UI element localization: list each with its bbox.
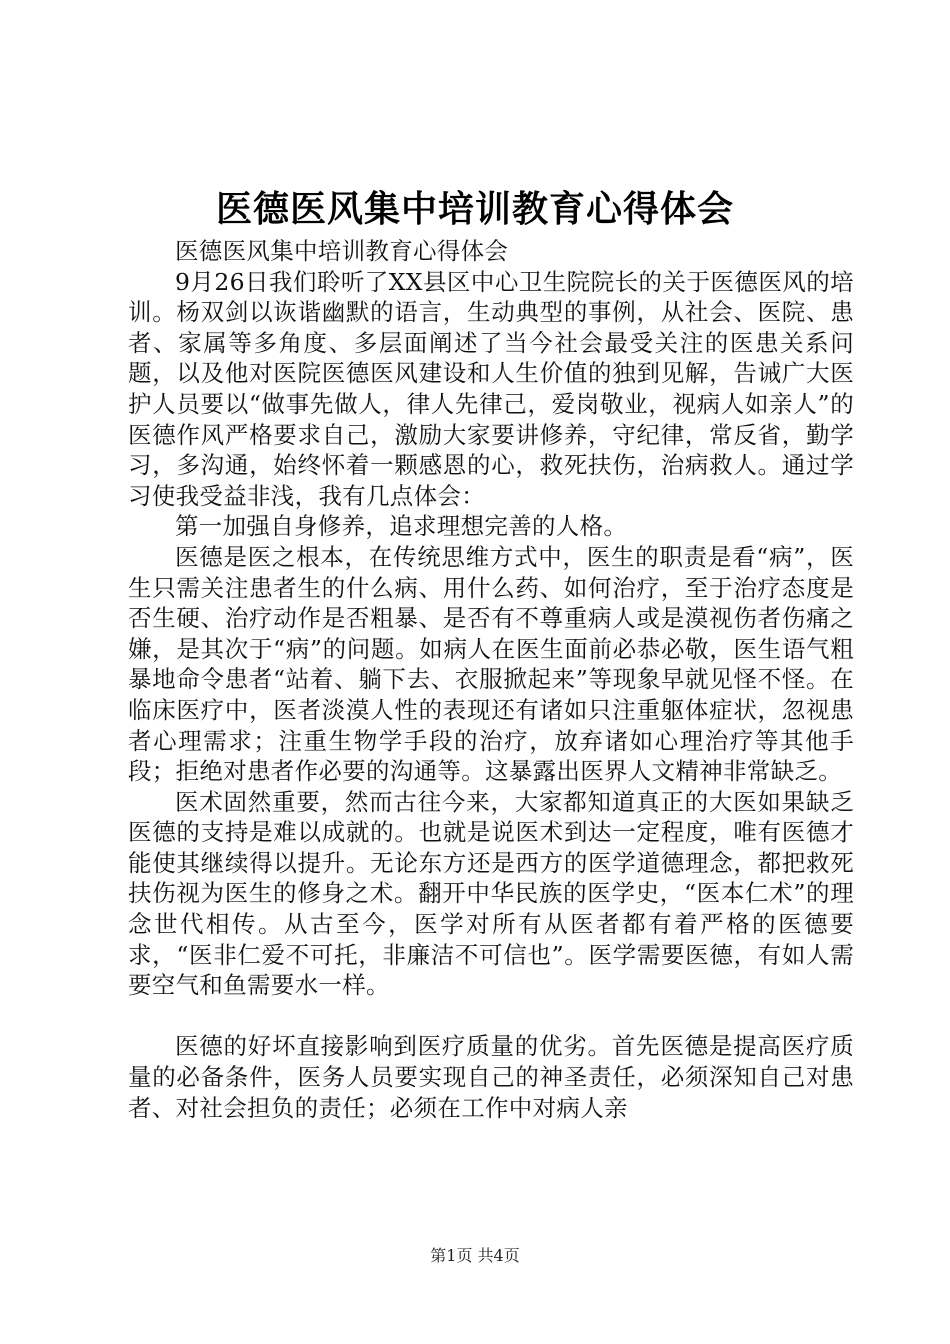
paragraph-quality: 医德的好坏直接影响到医疗质量的优劣。首先医德是提高医疗质量的必备条件，医务人员要实现自己的神圣责任，必须深知自己对患者、对社会担负的责任；必须在工作中对病人亲 bbox=[128, 1032, 854, 1122]
paragraph-heading-one: 第一加强自身修养，追求理想完善的人格。 bbox=[175, 512, 628, 541]
document-body bbox=[128, 236, 854, 1123]
paragraph-medical-ethics: 医德是医之根本，在传统思维方式中，医生的职责是看“病”，医生只需关注患者生的什么病、用什么药、如何治疗，至于治疗态度是否生硬、治疗动作是否粗暴、是否有不尊重病人或是漠视伤者伤痛之嫌，是其次于“病”的问题。如病人在医生面前必恭必敬，医生语气粗暴地命令患者“站着、躺下去、衣服掀起来”等现象早就见怪不怪。在临床医疗中，医者淡漠人性的表现还有诸如只注重躯体症状，忽视患者心理需求；注重生物学手段的治疗，放弃诸如心理治疗等其他手段；拒绝对患者作必要的沟通等。这暴露出医界人文精神非常缺乏。 bbox=[128, 542, 854, 786]
paragraph-subtitle: 医德医风集中培训教育心得体会 bbox=[175, 237, 509, 265]
paragraph-medical-skill: 医术固然重要，然而古往今来，大家都知道真正的大医如果缺乏医德的支持是难以成就的。也就是说医术到达一定程度，唯有医德才能使其继续得以提升。无论东方还是西方的医学道德理念，都把救死扶伤视为医生的修身之术。翻开中华民族的医学史，“医本仁术”的理念世代相传。从古至今，医学对所有从医者都有着严格的医德要求，“医非仁爱不可托，非廉洁不可信也”。医学需要医德，有如人需要空气和鱼需要水一样。 bbox=[128, 787, 854, 1000]
document-title: 医德医风集中培训教育心得体会 bbox=[215, 189, 734, 230]
page-footer: 第1页 共4页 bbox=[430, 1246, 520, 1265]
paragraph-intro: 9月26日我们聆听了XX县区中心卫生院院长的关于医德医风的培训。杨双剑以诙谐幽默的语言，生动典型的事例，从社会、医院、患者、家属等多角度、多层面阐述了当今社会最受关注的医患关系问题，以及他对医院医德医风建设和人生价值的独到见解，告诫广大医护人员要以“做事先做人，律人先律己，爱岗敬业，视病人如亲人”的医德作风严格要求自己，激励大家要讲修养，守纪律，常反省，勤学习，多沟通，始终怀着一颗感恩的心，救死扶伤，治病救人。通过学习使我受益非浅，我有几点体会： bbox=[128, 267, 854, 510]
paragraph-spacer bbox=[128, 1001, 854, 1032]
